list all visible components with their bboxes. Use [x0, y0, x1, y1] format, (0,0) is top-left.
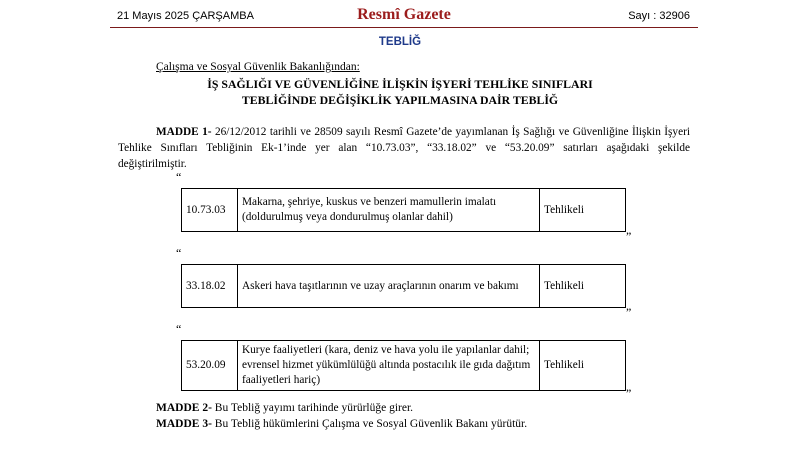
close-quote: ”	[626, 229, 632, 243]
hazard-class: Tehlikeli	[540, 189, 626, 232]
article-2-label: MADDE 2-	[156, 402, 212, 414]
ministry-name: Çalışma ve Sosyal Güvenlik Bakanlığından:	[156, 61, 360, 73]
article-3-text: Bu Tebliğ hükümlerini Çalışma ve Sosyal Güvenlik Bakanı yürütür.	[214, 418, 528, 430]
article-3-label: MADDE 3-	[156, 418, 212, 430]
article-2	[156, 402, 413, 414]
close-quote: ”	[626, 386, 632, 400]
nace-code: 53.20.09	[182, 341, 238, 391]
nace-code: 33.18.02	[182, 265, 238, 308]
header-divider	[110, 27, 698, 28]
gazette-header	[110, 6, 698, 28]
article-1-text: 26/12/2012 tarihli ve 28509 sayılı Resmî Gazete’de yayımlanan İş Sağlığı ve Güvenliğine İlişkin İşyeri Tehlike Sınıfları Tebliğinin Ek-1’inde yer alan “10.73.03”, “33.18.02” ve “53.20.09” satırları aşağıdaki şekilde değiştirilmiştir.	[118, 126, 690, 170]
open-quote: “	[176, 322, 182, 336]
activity-description: Askeri hava taşıtlarının ve uzay araçlarının onarım ve bakımı	[238, 265, 540, 308]
nace-code: 10.73.03	[182, 189, 238, 232]
hazard-table-row	[181, 188, 626, 232]
activity-description: Kurye faaliyetleri (kara, deniz ve hava yolu ile yapılanlar dahil; evrensel hizmet yükümlülüğü altında postacılık ile gıda dağıtım faaliyetleri hariç)	[238, 341, 540, 391]
article-2-text: Bu Tebliğ yayımı tarihinde yürürlüğe girer.	[214, 402, 414, 414]
publication-date: 21 Mayıs 2025 ÇARŞAMBA	[117, 10, 254, 22]
regulation-title-line-1: İŞ SAĞLIĞI VE GÜVENLİĞİNE İLİŞKİN İŞYERİ TEHLİKE SINIFLARI	[207, 77, 593, 91]
section-title: TEBLİĞ	[378, 36, 422, 48]
hazard-table-row	[181, 264, 626, 308]
activity-description: Makarna, şehriye, kuskus ve benzeri mamullerin imalatı (doldurulmuş veya dondurulmuş olanlar dahil)	[238, 189, 540, 232]
hazard-class: Tehlikeli	[540, 341, 626, 391]
hazard-table-row	[181, 340, 626, 391]
gazette-title: Resmî Gazete	[357, 6, 451, 23]
close-quote: ”	[626, 305, 632, 319]
article-3	[156, 418, 527, 430]
hazard-class: Tehlikeli	[540, 265, 626, 308]
article-1-label: MADDE 1-	[156, 126, 212, 138]
issue-number: Sayı : 32906	[628, 10, 690, 22]
open-quote: “	[176, 246, 182, 260]
regulation-title-line-2: TEBLİĞİNDE DEĞİŞİKLİK YAPILMASINA DAİR TEBLİĞ	[241, 93, 559, 107]
open-quote: “	[176, 170, 182, 184]
article-1	[118, 124, 690, 172]
